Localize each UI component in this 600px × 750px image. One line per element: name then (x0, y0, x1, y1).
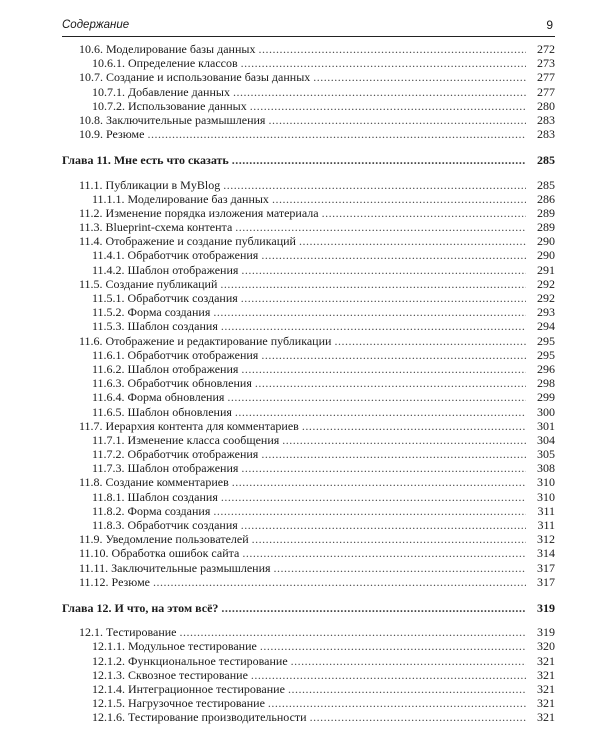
dot-leader (334, 334, 526, 348)
dot-leader (227, 390, 526, 404)
toc-entry-title: 11.1. Публикации в MyBlog (79, 177, 221, 192)
toc-entry (62, 433, 555, 447)
toc-entry (62, 546, 555, 560)
toc-entry-page: 289 (537, 205, 555, 220)
dot-leader (213, 504, 526, 518)
dot-leader (221, 319, 526, 333)
toc-entry-page: 310 (537, 475, 555, 490)
toc-entry (62, 575, 555, 589)
dot-leader (223, 178, 526, 192)
toc-entry (62, 639, 555, 653)
toc-entry-page: 300 (537, 404, 555, 419)
dot-leader (252, 532, 526, 546)
toc-entry-page: 314 (537, 546, 555, 561)
toc-entry-title: 11.8.3. Обработчик создания (92, 518, 238, 532)
dot-leader (313, 70, 526, 84)
toc-entry-page: 277 (537, 84, 555, 99)
toc-entry-page: 280 (537, 98, 555, 113)
toc-chapter-entry (62, 153, 555, 167)
dot-leader (241, 362, 526, 376)
toc-entry (62, 532, 555, 546)
toc-entry (62, 127, 555, 141)
toc-entry (62, 220, 555, 234)
toc-entry-title: 11.5.1. Обработчик создания (92, 291, 238, 305)
toc-entry-title: Глава 12. И что, на этом всё? (62, 600, 219, 615)
toc-entry-title: 11.1.1. Моделирование баз данных (92, 191, 269, 206)
dot-leader (261, 447, 526, 461)
toc-entry (62, 518, 555, 532)
dot-leader (302, 419, 526, 433)
toc-entry-title: 11.4. Отображение и создание публикаций (79, 234, 296, 249)
toc-entry-page: 317 (537, 574, 555, 589)
toc-entry (62, 475, 555, 489)
toc-entry (62, 319, 555, 333)
page-number: 9 (546, 18, 553, 32)
toc-entry-title: 10.6. Моделирование базы данных (79, 42, 256, 56)
toc-entry-page: 301 (537, 418, 555, 433)
toc-entry-title: 11.2. Изменение порядка изложения материала (79, 205, 319, 220)
toc-entry-title: 10.9. Резюме (79, 127, 145, 142)
toc-entry (62, 668, 555, 682)
dot-leader (291, 654, 526, 668)
dot-leader (241, 461, 526, 475)
dot-leader (235, 220, 526, 234)
toc-entry-title: 11.6.3. Обработчик обновления (92, 376, 252, 391)
toc-entry-title: 12.1.1. Модульное тестирование (92, 639, 257, 654)
toc-entry (62, 56, 555, 70)
toc-entry-title: 11.3. Blueprint-схема контента (79, 220, 233, 235)
toc-entry (62, 305, 555, 319)
dot-leader (260, 639, 526, 653)
dot-leader (220, 277, 526, 291)
dot-leader (299, 234, 526, 248)
dot-leader (232, 153, 526, 167)
toc-entry-page: 311 (537, 518, 555, 532)
toc-entry-title: 12.1. Тестирование (79, 625, 177, 640)
dot-leader (241, 56, 526, 70)
toc-entry-page: 273 (537, 56, 555, 71)
dot-leader (255, 376, 526, 390)
toc-entry-page: 321 (537, 681, 555, 696)
toc-entry (62, 178, 555, 192)
toc-entry-title: 11.9. Уведомление пользователей (79, 532, 249, 547)
dot-leader (233, 85, 526, 99)
dot-leader (251, 668, 526, 682)
toc-entry-page: 290 (537, 234, 555, 249)
dot-leader (180, 625, 527, 639)
toc-entry-page: 296 (537, 361, 555, 376)
toc-entry-title: 12.1.3. Сквозное тестирование (92, 667, 248, 682)
toc-entry-page: 292 (537, 291, 555, 305)
toc-entry-page: 299 (537, 390, 555, 405)
toc-entry-title: 11.5.2. Форма создания (92, 305, 211, 320)
toc-entry-title: 11.10. Обработка ошибок сайта (79, 546, 240, 561)
toc-entry (62, 277, 555, 291)
toc-entry-page: 321 (537, 667, 555, 682)
dot-leader (213, 305, 526, 319)
dot-leader (322, 206, 526, 220)
toc-entry-page: 317 (537, 560, 555, 575)
toc-entry (62, 390, 555, 404)
toc-entry (62, 419, 555, 433)
toc-entry-title: 11.7. Иерархия контента для комментариев (79, 418, 299, 433)
toc-entry-page: 319 (537, 625, 555, 640)
toc-entry-page: 319 (537, 600, 555, 615)
dot-leader (258, 42, 526, 56)
dot-leader (241, 291, 526, 305)
toc-entry-title: 10.7. Создание и использование базы данных (79, 70, 311, 85)
toc-entry (62, 654, 555, 668)
toc-entry-title: 11.8.1. Шаблон создания (92, 489, 218, 504)
toc-entry-page: 321 (537, 710, 555, 725)
toc-entry-title: 12.1.5. Нагрузочное тестирование (92, 696, 265, 711)
toc-entry-page: 289 (537, 220, 555, 235)
toc-entry (62, 362, 555, 376)
dot-leader (268, 696, 526, 710)
toc-entry-title: 12.1.6. Тестирование производительности (92, 710, 307, 725)
toc-entry (62, 206, 555, 220)
dot-leader (282, 433, 526, 447)
toc-entry-title: 12.1.4. Интеграционное тестирование (92, 681, 285, 696)
toc-chapter-entry (62, 601, 555, 615)
toc-entry (62, 682, 555, 696)
toc-entry-title: 11.7.1. Изменение класса сообщения (92, 432, 280, 447)
toc-entry-title: 11.6.1. Обработчик отображения (92, 347, 259, 362)
toc-entry-page: 310 (537, 489, 555, 504)
dot-leader (153, 575, 526, 589)
toc-entry (62, 192, 555, 206)
toc-entry-title: 11.11. Заключительные размышления (79, 560, 271, 575)
toc-entry-page: 298 (537, 376, 555, 391)
toc-entry (62, 248, 555, 262)
dot-leader (250, 99, 526, 113)
toc-entry-page: 283 (537, 112, 555, 127)
toc-entry-page: 312 (537, 532, 555, 547)
toc-entry-page: 290 (537, 248, 555, 263)
toc-entry-page: 283 (537, 127, 555, 142)
toc-entry-page: 320 (537, 639, 555, 654)
toc-entry-page: 308 (537, 461, 555, 476)
toc-entry-title: 10.7.2. Использование данных (92, 98, 247, 113)
dot-leader (261, 248, 526, 262)
dot-leader (268, 113, 526, 127)
toc-entry-title: 11.12. Резюме (79, 574, 151, 589)
toc-entry-title: 11.7.2. Обработчик отображения (92, 447, 259, 462)
toc-entry-title: 12.1.2. Функциональное тестирование (92, 653, 288, 668)
toc-entry-page: 304 (537, 432, 555, 447)
toc-entry (62, 625, 555, 639)
toc-entry-title: 11.8. Создание комментариев (79, 475, 229, 490)
table-of-contents (62, 42, 555, 724)
toc-entry-title: 11.6.4. Форма обновления (92, 390, 225, 405)
toc-entry (62, 334, 555, 348)
toc-entry (62, 263, 555, 277)
toc-entry-page: 291 (537, 262, 555, 277)
toc-entry (62, 561, 555, 575)
toc-entry (62, 405, 555, 419)
dot-leader (274, 561, 526, 575)
dot-leader (242, 546, 526, 560)
toc-entry-title: 10.7.1. Добавление данных (92, 84, 230, 99)
toc-entry (62, 504, 555, 518)
toc-entry (62, 490, 555, 504)
toc-entry (62, 234, 555, 248)
toc-entry-title: 10.8. Заключительные размышления (79, 112, 266, 127)
toc-entry (62, 696, 555, 710)
dot-leader (310, 710, 526, 724)
toc-entry (62, 291, 555, 305)
dot-leader (221, 490, 526, 504)
toc-entry-title: 11.7.3. Шаблон отображения (92, 461, 239, 476)
dot-leader (272, 192, 526, 206)
toc-entry-title: 11.8.2. Форма создания (92, 503, 211, 518)
toc-entry (62, 85, 555, 99)
dot-leader (241, 263, 526, 277)
toc-entry-page: 295 (537, 347, 555, 362)
running-header-title: Содержание (62, 19, 130, 31)
dot-leader (235, 405, 526, 419)
toc-entry-title: 11.5. Создание публикаций (79, 276, 218, 291)
toc-entry-title: 11.6. Отображение и редактирование публикации (79, 333, 332, 348)
toc-entry (62, 70, 555, 84)
toc-entry-page: 292 (537, 276, 555, 291)
toc-entry (62, 348, 555, 362)
toc-entry (62, 447, 555, 461)
toc-entry (62, 113, 555, 127)
toc-entry-page: 295 (537, 333, 555, 348)
dot-leader (261, 348, 526, 362)
toc-entry-page: 277 (537, 70, 555, 85)
toc-entry-page: 305 (537, 447, 555, 462)
toc-entry (62, 376, 555, 390)
toc-entry-page: 321 (537, 653, 555, 668)
toc-entry-page: 294 (537, 319, 555, 334)
dot-leader (147, 127, 526, 141)
toc-entry-title: 11.4.2. Шаблон отображения (92, 262, 239, 277)
toc-entry (62, 99, 555, 113)
toc-entry-page: 321 (537, 696, 555, 711)
toc-entry-page: 272 (537, 42, 555, 56)
toc-entry-page: 293 (537, 305, 555, 320)
toc-entry (62, 42, 555, 56)
toc-entry-page: 285 (537, 177, 555, 192)
toc-entry-page: 285 (537, 153, 555, 168)
dot-leader (221, 601, 526, 615)
toc-entry (62, 710, 555, 724)
dot-leader (241, 518, 526, 532)
toc-entry (62, 461, 555, 475)
dot-leader (288, 682, 526, 696)
toc-entry-page: 286 (537, 191, 555, 206)
toc-entry-title: 11.5.3. Шаблон создания (92, 319, 218, 334)
toc-entry-title: 11.6.2. Шаблон отображения (92, 361, 239, 376)
toc-entry-title: 11.6.5. Шаблон обновления (92, 404, 232, 419)
toc-entry-page: 311 (537, 503, 555, 518)
dot-leader (232, 475, 526, 489)
toc-entry-title: 10.6.1. Определение классов (92, 56, 238, 71)
toc-entry-title: 11.4.1. Обработчик отображения (92, 248, 259, 263)
running-header (62, 16, 555, 37)
toc-entry-title: Глава 11. Мне есть что сказать (62, 153, 229, 168)
